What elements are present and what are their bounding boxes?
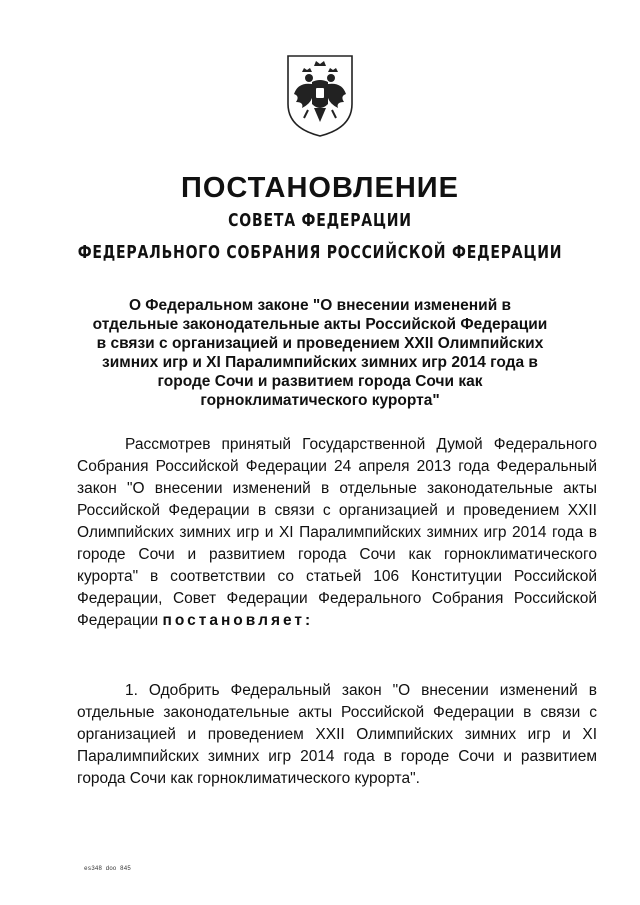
preamble-paragraph (77, 434, 597, 632)
resolution-item-1: 1. Одобрить Федеральный закон "О внесении изменений в отдельные законодательные акты Российской Федерации в связи с организацией и проведением XXII Олимпийских зимних игр и XI Паралимпийских зимних игр 2014 года в городе Сочи и развитием города Сочи как горноклиматического курорта". (77, 682, 597, 787)
decree-word: постановляет: (162, 612, 314, 629)
document-subject-heading: О Федеральном законе "О внесении изменений в отдельные законодательные акты Российской Федерации в связи с организацией и проведением XXII Олимпийских зимних игр и XI Паралимпийских зимних игр 2014 года в городе Сочи и развитием города Сочи как горноклиматического курорта" (92, 297, 548, 409)
footer-document-code: es348 doo 845 (84, 865, 131, 872)
issuer-line-2: ФЕДЕРАЛЬНОГО СОБРАНИЯ РОССИЙСКОЙ ФЕДЕРАЦИИ (77, 242, 563, 263)
issuer-line-1: СОВЕТА ФЕДЕРАЦИИ (228, 210, 412, 231)
document-title: ПОСТАНОВЛЕНИЕ (181, 172, 459, 204)
double-headed-eagle-icon (284, 52, 356, 138)
preamble-text: Рассмотрев принятый Государственной Думой Федерального Собрания Российской Федерации 24 апреля 2013 года Федеральный закон "О внесении изменений в отдельные законодательные акты Российской Федерации в связи с организацией и проведением XXII Олимпийских зимних игр и XI Паралимпийских зимних игр 2014 года в городе Сочи и развитием города Сочи как горноклиматического курорта" в соответствии со статьей 106 Конституции Российской Федерации, Совет Федерации Федерального Собрания Российской Федерации (77, 436, 597, 629)
